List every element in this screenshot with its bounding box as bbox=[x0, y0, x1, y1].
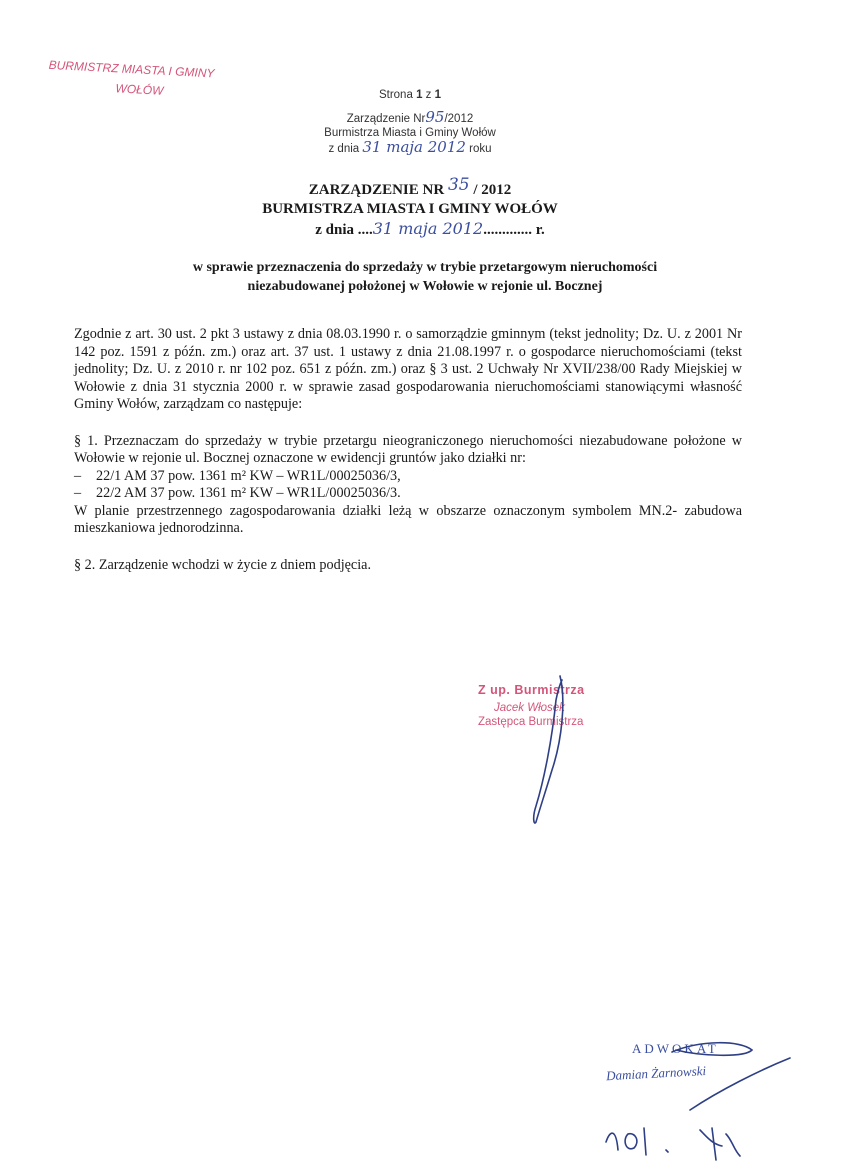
page-indicator bbox=[300, 88, 520, 102]
page-current: 1 bbox=[416, 89, 423, 101]
bottom-signature-icon bbox=[606, 1128, 740, 1160]
paragraph-1 bbox=[74, 433, 742, 538]
header-date-prefix: z dnia bbox=[328, 143, 360, 155]
lawyer-stamp-title: ADWOKAT bbox=[632, 1041, 719, 1056]
title-date-prefix: z dnia .... bbox=[315, 222, 373, 238]
list-item: – 22/2 AM 37 pow. 1361 m² KW – WR1L/00025036/3. bbox=[74, 485, 742, 503]
office-stamp bbox=[47, 55, 249, 105]
signature-stamp-line1: Z up. Burmistrza bbox=[478, 683, 585, 697]
document-body bbox=[74, 326, 742, 593]
subject-line1: w sprawie przeznaczenia do sprzedaży w trybie przetargowym nieruchomości bbox=[192, 260, 658, 275]
page-total: 1 bbox=[434, 89, 442, 101]
title-line2: BURMISTRZA MIASTA I GMINY WOŁÓW bbox=[262, 201, 558, 217]
lawyer-stamp-name: Damian Żarnowski bbox=[605, 1063, 707, 1084]
header-ref-number-handwritten: 95 bbox=[425, 108, 445, 126]
header-date bbox=[300, 140, 520, 156]
parcel-list bbox=[74, 468, 742, 503]
preamble: Zgodnie z art. 30 ust. 2 pkt 3 ustawy z dnia 08.03.1990 r. o samorządzie gminnym (tekst jednolity; Dz. U. z 2001 Nr 142 poz. 1591 z późn. zm.) oraz art. 37 ust. 1 ustawy z dnia 21.08.1997 r. o gospodarce nieruchomościami (tekst jednolity; Dz. U. z 2010 r. nr 102 poz. 651 z późn. zm.) oraz § 3 ust. 2 Uchwały Nr XVII/238/00 Rady Miejskiej w Wołowie z dnia 31 stycznia 2000 r. w sprawie zasad gospodarowania nieruchomościami stanowiącymi własność Gminy Wołów, zarządzam co następuje: bbox=[74, 326, 742, 412]
header-ref-suffix: /2012 bbox=[444, 113, 474, 125]
title-number-handwritten: 35 bbox=[447, 175, 470, 195]
header-ref-prefix: Zarządzenie Nr bbox=[346, 113, 426, 125]
signature-stamp-name: Jacek Włosek bbox=[494, 702, 565, 714]
lawyer-stamp bbox=[606, 1038, 806, 1082]
title-date bbox=[180, 219, 640, 240]
header-ordinance-ref bbox=[300, 110, 520, 126]
signature-stamp bbox=[478, 683, 638, 729]
page-sep: z bbox=[425, 89, 432, 101]
list-item: – 22/1 AM 37 pow. 1361 m² KW – WR1L/00025036/3, bbox=[74, 468, 742, 486]
document-header-small bbox=[300, 88, 520, 156]
title-line1 bbox=[180, 176, 640, 200]
paragraph-2: § 2. Zarządzenie wchodzi w życie z dniem podjęcia. bbox=[74, 556, 372, 573]
office-stamp-line1: BURMISTRZ MIASTA I GMINY bbox=[48, 57, 215, 81]
office-stamp-line2: WOŁÓW bbox=[115, 81, 164, 98]
header-authority: Burmistrza Miasta i Gminy Wołów bbox=[324, 127, 496, 139]
document-subject bbox=[100, 258, 750, 296]
title-suffix: / 2012 bbox=[473, 182, 512, 198]
signature-stamp-role: Zastępca Burmistrza bbox=[478, 716, 584, 728]
title-prefix: ZARZĄDZENIE NR bbox=[308, 182, 445, 198]
paragraph-1-intro: § 1. Przeznaczam do sprzedaży w trybie przetargu nieograniczonego nieruchomości niezabudowane położone w Wołowie w rejonie ul. Bocznej oznaczone w ewidencji gruntów jako działki nr: bbox=[74, 432, 742, 466]
title-date-handwritten: 31 maja 2012 bbox=[372, 219, 484, 238]
header-date-handwritten: 31 maja 2012 bbox=[362, 138, 466, 156]
page-label: Strona bbox=[378, 89, 413, 101]
subject-line2: niezabudowanej położonej w Wołowie w rejonie ul. Bocznej bbox=[247, 279, 603, 294]
header-date-suffix: roku bbox=[469, 143, 492, 155]
paragraph-1-plan: W planie przestrzennego zagospodarowania działki leżą w obszarze oznaczonym symbolem MN.2- zabudowa mieszkaniowa jednorodzinna. bbox=[74, 502, 742, 536]
document-title bbox=[180, 176, 640, 240]
title-date-suffix: ............. r. bbox=[483, 222, 545, 238]
